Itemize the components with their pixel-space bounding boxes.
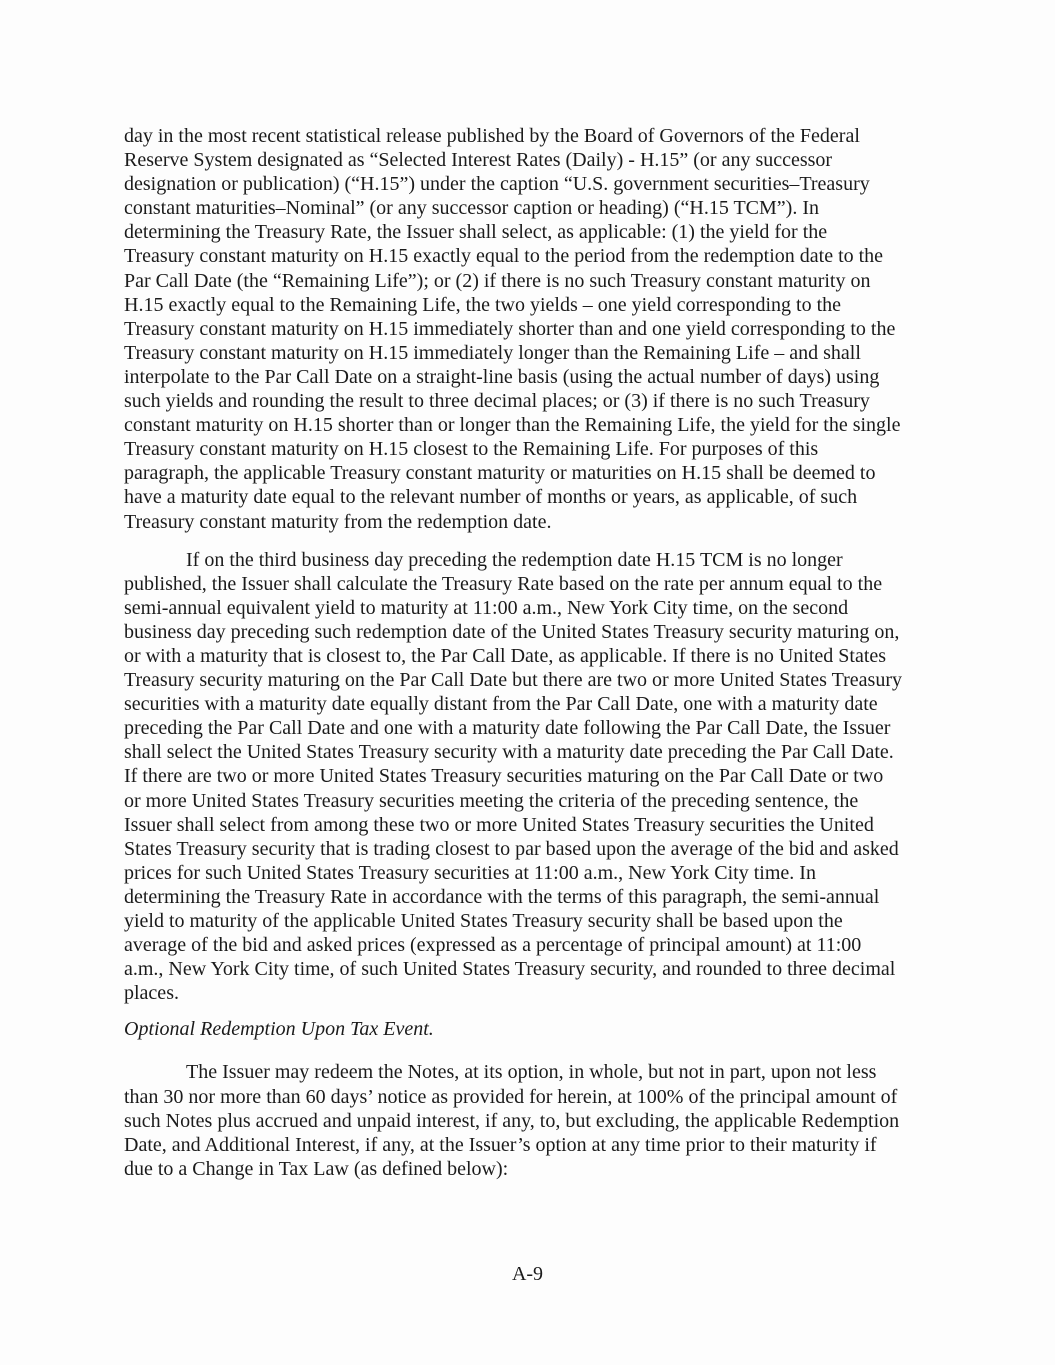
text-line: published, the Issuer shall calculate the Treasury Rate based on the rate per annum equal to the — [124, 572, 883, 595]
text-line: Treasury constant maturity from the redemption date. — [124, 510, 552, 533]
text-line: or with a maturity that is closest to, the Par Call Date, as applicable. If there is no United States — [124, 644, 887, 667]
text-line: Treasury constant maturity on H.15 closest to the Remaining Life. For purposes of this — [124, 438, 819, 461]
paragraph-treasury-rate-fallback-calculation — [124, 548, 931, 1006]
text-line: Treasury constant maturity on H.15 exactly equal to the period from the redemption date to the — [124, 245, 884, 268]
text-line: Par Call Date (the “Remaining Life”); or (2) if there is no such Treasury constant maturity on — [124, 269, 871, 292]
text-line: Treasury constant maturity on H.15 immediately shorter than and one yield corresponding to the — [124, 317, 896, 340]
text-line: semi-annual equivalent yield to maturity at 11:00 a.m., New York City time, on the second — [124, 596, 849, 619]
text-line: H.15 exactly equal to the Remaining Life, the two yields – one yield corresponding to the — [124, 293, 842, 316]
text-line: places. — [124, 982, 179, 1005]
text-line: constant maturities–Nominal” (or any successor caption or heading) (“H.15 TCM”). In — [124, 197, 819, 220]
text-line: determining the Treasury Rate in accordance with the terms of this paragraph, the semi-annual — [124, 885, 880, 908]
heading-optional-redemption-upon-tax-event — [124, 1017, 931, 1041]
text-line: average of the bid and asked prices (expressed as a percentage of principal amount) at 11:00 — [124, 934, 862, 957]
text-line: day in the most recent statistical release published by the Board of Governors of the Federal — [124, 125, 860, 147]
text-line: shall select the United States Treasury security with a maturity date preceding the Par Call Date. — [124, 741, 894, 764]
text-line: paragraph, the applicable Treasury constant maturity or maturities on H.15 shall be deemed to — [124, 462, 876, 485]
text-line: States Treasury security that is trading closest to par based upon the average of the bid and asked — [124, 837, 899, 860]
text-line: or more United States Treasury securities meeting the criteria of the preceding sentence, the — [124, 789, 859, 812]
paragraph-tax-event-redemption-terms — [124, 1060, 931, 1180]
text-line: such Notes plus accrued and unpaid interest, if any, to, but excluding, the applicable Redemption — [124, 1109, 900, 1132]
text-line: Treasury constant maturity on H.15 immediately longer than the Remaining Life – and shall — [124, 341, 861, 364]
text-line: Issuer shall select from among these two or more United States Treasury securities the United — [124, 813, 874, 836]
text-line: designation or publication) (“H.15”) under the caption “U.S. government securities–Treasury — [124, 173, 870, 196]
text-line: preceding the Par Call Date and one with a maturity date following the Par Call Date, the Issuer — [124, 717, 891, 740]
text-line: Reserve System designated as “Selected Interest Rates (Daily) - H.15” (or any successor — [124, 149, 833, 172]
document-text-block — [124, 124, 931, 1181]
text-line: If on the third business day preceding the redemption date H.15 TCM is no longer — [186, 548, 843, 571]
text-line: The Issuer may redeem the Notes, at its option, in whole, but not in part, upon not less — [186, 1061, 877, 1084]
text-line: prices for such United States Treasury securities at 11:00 a.m., New York City time. In — [124, 861, 816, 884]
text-line: than 30 nor more than 60 days’ notice as provided for herein, at 100% of the principal amount of — [124, 1085, 898, 1108]
page-number-footer: A-9 — [511, 1263, 544, 1285]
text-line: have a maturity date equal to the relevant number of months or years, as applicable, of such — [124, 486, 858, 509]
text-line: constant maturity on H.15 shorter than or longer than the Remaining Life, the yield for the single — [124, 414, 901, 437]
text-line: If there are two or more United States Treasury securities maturing on the Par Call Date or two — [124, 765, 884, 788]
text-line: Treasury security maturing on the Par Call Date but there are two or more United States Treasury — [124, 669, 902, 692]
text-line: securities with a maturity date equally distant from the Par Call Date, one with a maturity date — [124, 693, 878, 716]
text-line: determining the Treasury Rate, the Issuer shall select, as applicable: (1) the yield for the — [124, 221, 828, 244]
text-line: a.m., New York City time, of such United States Treasury security, and rounded to three decimal — [124, 958, 896, 981]
text-line: yield to maturity of the applicable United States Treasury security shall be based upon the — [124, 910, 843, 932]
text-line: Date, and Additional Interest, if any, at the Issuer’s option at any time prior to their maturity if — [124, 1133, 877, 1156]
text-line: Optional Redemption Upon Tax Event. — [124, 1018, 434, 1041]
text-line: business day preceding such redemption date of the United States Treasury security maturing on, — [124, 620, 900, 643]
paragraph-treasury-rate-h15-definition — [124, 124, 931, 534]
text-line: due to a Change in Tax Law (as defined below): — [124, 1157, 509, 1180]
text-line: such yields and rounding the result to three decimal places; or (3) if there is no such Treasury — [124, 390, 870, 413]
text-line: interpolate to the Par Call Date on a straight-line basis (using the actual number of days) using — [124, 365, 880, 388]
